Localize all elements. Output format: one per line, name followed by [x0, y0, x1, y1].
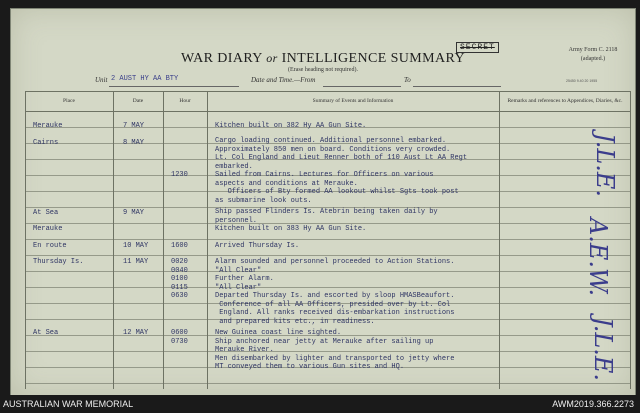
col-header-remarks: Remarks and references to Appendices, Diaries, &c. [507, 97, 623, 104]
entry-place: At Sea [33, 209, 59, 217]
entry-text: Cargo loading continued. Additional personnel embarked. Approximately 850 men on board. Conditions very crowded. Lt. Col England and Lieut Renner both of 110 Aust Lt AA Regt embarked. [215, 137, 468, 171]
row-rule [25, 239, 631, 240]
table-header-line [25, 111, 631, 112]
entry-date: 8 MAY [123, 139, 145, 147]
entry-hour: 0020 0040 0100 0115 0630 [171, 258, 188, 300]
entry-place: Thursday Is. [33, 258, 84, 266]
archive-footer [0, 395, 640, 413]
col-header-place: Place [63, 97, 75, 104]
form-number: Army Form C. 2118 [568, 47, 618, 53]
datetime-label: Date and Time.—From [251, 76, 316, 84]
entry-text: New Guinea coast line sighted. Ship anchored near jetty at Merauke after sailing up Merauke River. Men disembarked by lighter and transported to jetty where MT conveyed them to various Gun sites and HQ. [215, 329, 455, 371]
entry-date: 10 MAY [123, 242, 149, 250]
entry-date: 12 MAY [123, 329, 149, 337]
to-label: To [404, 76, 411, 84]
remark-signature: A.E.W. [584, 217, 613, 297]
form-code: 25450 9.40 20 1955 [566, 79, 598, 83]
row-rule [25, 383, 631, 384]
entry-text: Alarm sounded and personnel proceeded to Action Stations. "All Clear" Further Alarm. "All Clear" Departed Thursday Is. and escorted by sloop HMASBeaufort. Conference of all AA Officers, presided over by Lt. Col England. All ranks received dis-embarkation instructions and prepared kits etc., in readiness. [215, 258, 455, 326]
remark-signature: J.L.E. [589, 316, 618, 382]
entry-date: 11 MAY [123, 258, 149, 266]
title-part-b: INTELLIGENCE SUMMARY [281, 51, 465, 66]
table-left-border [25, 91, 26, 389]
form-adapted: (adapted.) [580, 56, 606, 62]
col-divider-date [163, 91, 164, 389]
table-right-border [630, 91, 631, 389]
title-part-a: WAR DIARY [181, 51, 263, 66]
page-subtitle: (Erase heading not required). [288, 67, 358, 73]
entry-date: 7 MAY [123, 122, 145, 130]
entry-text: Ship passed Flinders Is. Atebrin being taken daily by personnel. [215, 208, 438, 225]
archive-reference: AWM2019.366.2273 [552, 399, 634, 409]
entry-place: En route [33, 242, 67, 250]
entry-text: Sailed from Cairns. Lectures for Officers on various aspects and conditions at Merauke. Officers of Bty formed AA lookout whilst Sgts took post as submarine look outs. [215, 171, 459, 205]
entry-place: Merauke [33, 225, 63, 233]
title-or: or [266, 51, 278, 65]
entry-hour: 1600 [171, 242, 188, 250]
col-header-date: Date [132, 97, 144, 104]
entry-hour: 0600 0730 [171, 329, 188, 346]
entry-place: Merauke [33, 122, 63, 130]
entry-text: Kitchen built on 383 Hy AA Gun Site. [215, 225, 367, 233]
entry-text: Kitchen built on 382 Hy AA Gun Site. [215, 122, 367, 130]
entry-place: Cairns [33, 139, 59, 147]
col-header-hour: Hour [179, 97, 191, 104]
entry-date: 9 MAY [123, 209, 145, 217]
row-rule [25, 255, 631, 256]
entry-hour: 1230 [171, 171, 188, 179]
col-divider-place [113, 91, 114, 389]
archive-name: AUSTRALIAN WAR MEMORIAL [3, 399, 134, 409]
unit-value: 2 AUST HY AA BTY [111, 75, 179, 83]
entry-text: Arrived Thursday Is. [215, 242, 300, 250]
col-header-summary: Summary of Events and Information [312, 97, 394, 104]
col-divider-hour [207, 91, 208, 389]
secret-stamp: SECRET [456, 42, 499, 53]
remark-signature: J.L.E. [591, 132, 620, 198]
diary-page [10, 8, 636, 396]
entry-place: At Sea [33, 329, 59, 337]
col-divider-summary [499, 91, 500, 389]
unit-label: Unit [95, 76, 108, 84]
